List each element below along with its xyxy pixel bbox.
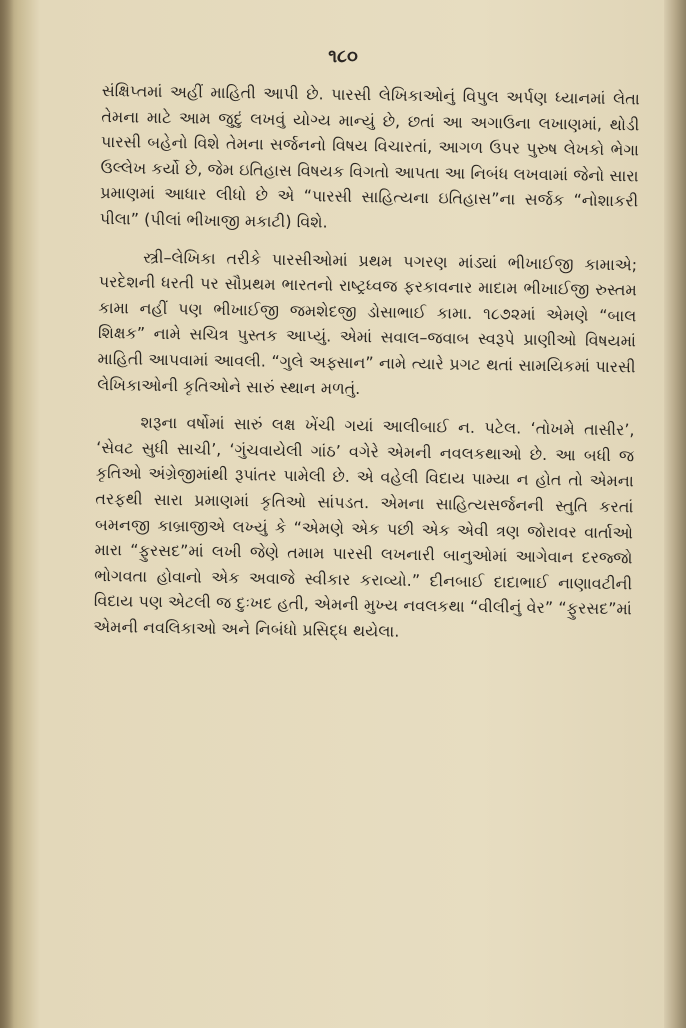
paragraph-2: સ્ત્રી–લેખિકા તરીકે પારસીઓમાં પ્રથમ પગરણ માંડ્યાં ભીખાઈજી કામાએ; પરદેશની ધરતી પર સૌપ્રથમ ભારતનો રાષ્ટ્રધ્વજ ફરકાવનાર માદામ ભીખાઈજી રુસ્તમ કામા નહીં પણ ભીખાઈજી જમશેદજી ડોસાભાઈ કામા. ૧૮૭૨માં એમણે “બાલ શિક્ષક” નામે સચિત્ર પુસ્તક આપ્યું. એમાં સવાલ–જવાબ સ્વરૂપે પ્રાણીઓ વિષયમાં માહિતી આપવામાં આવલી. “ગુલે અફ્સાન” નામે ત્યારે પ્રગટ થતાં સામયિકમાં પારસી લેખિકાઓની કૃતિઓને સારું સ્થાન મળતું. xyxy=(97,247,638,398)
page-edge xyxy=(664,0,686,1028)
text-block xyxy=(93,78,640,648)
paragraph-1: સંક્ષિપ્તમાં અહીં માહિતી આપી છે. પારસી લેખિકાઓનું વિપુલ અર્પણ ધ્યાનમાં લેતા તેમના માટે આમ જુદું લખવું યોગ્ય માન્યું છે, છતાં આ અગાઉના લખાણમાં, થોડી પારસી બહેનો વિશે તેમના સર્જનનો વિષય વિચારતાં, આગળ ઉપર પુરુષ લેખકો ભેગા ઉલ્લેખ કર્યો છે, જેમ ઇતિહાસ વિષયક વિગતો આપતા આ નિબંધ લખવામાં જેનો સારા પ્રમાણમાં આધાર લીધો છે એ “પારસી સાહિત્યના ઇતિહાસ”ના સર્જક “નોશાકરી પીલા” (પીલાં ભીખાજી મકાટી) વિશે. xyxy=(99,80,640,232)
page-number: ૧૮૦ xyxy=(328,46,358,67)
spine-shadow xyxy=(0,0,14,1028)
paragraph-3: શરૂના વર્ષોમાં સારું લક્ષ ખેંચી ગયાં આલીબાઈ ન. પટેલ. ‘તોખમે તાસીર’, ‘સેવટ સુધી સાચી’, ‘ગુંચવાયેલી ગાંઠ’ વગેરે એમની નવલકથાઓ છે. આ બધી જ કૃતિઓ અંગ્રેજીમાંથી રૂપાંતર પામેલી છે. એ વહેલી વિદાય પામ્યા ન હોત તો એમના તરફથી સારા પ્રમાણમાં કૃતિઓ સાંપડત. એમના સાહિત્યસર્જનની સ્તુતિ કરતાં બમનજી કાબ્રાજીએ લખ્યું કે “એમણે એક પછી એક એવી ત્રણ જોરાવર વાર્તાઓ મારા “ફુરસદ”માં લખી જેણે તમામ પારસી લખનારી બાનુઓમાં આગેવાન દરજ્જો ભોગવતા હોવાનો એક અવાજે સ્વીકાર કરાવ્યો.” દીનબાઈ દાદાભાઈ નાણાવટીની વિદાય પણ એટલી જ દુઃખદ હતી, એમની મુખ્ય નવલકથા “વીલીનું વેર” “ફુરસદ”માં એમની નવલિકાઓ અને નિબંધો પ્રસિદ્ધ થયેલા. xyxy=(93,412,635,641)
